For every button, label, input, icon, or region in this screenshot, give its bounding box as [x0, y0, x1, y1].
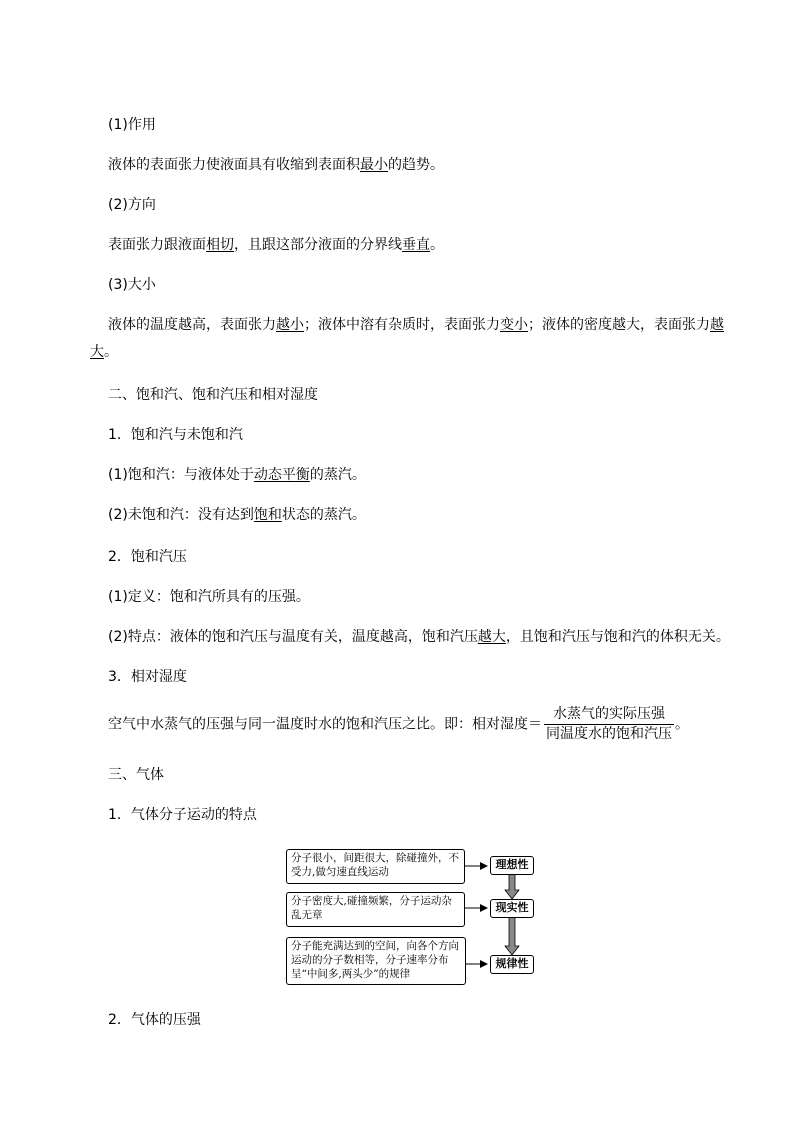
diagram-tag-real: 现实性 — [490, 899, 534, 918]
text: ；液体中溶有杂质时，表面张力 — [304, 317, 500, 333]
answer-blank: 越小 — [276, 317, 304, 333]
paragraph-relative-humidity — [108, 706, 689, 743]
arrow-down — [505, 916, 519, 955]
paragraph-magnitude-line2 — [90, 343, 118, 361]
diagram-box-ideal: 分子很小，间距很大，除碰撞外，不受力,做匀速直线运动 — [286, 849, 465, 884]
section-title: 二、饱和汽、饱和汽压和相对湿度 — [108, 387, 318, 403]
text: 状态的蒸汽。 — [281, 507, 366, 523]
paragraph-unsaturated-vapor — [108, 506, 366, 524]
heading-magnitude: (3)大小 — [108, 277, 156, 293]
arrow-down — [505, 874, 519, 899]
subsection-title: 2．饱和汽压 — [108, 549, 187, 565]
text: 液体的表面张力使液面具有收缩到表面积 — [108, 157, 360, 173]
paragraph-magnitude-line1 — [108, 316, 724, 334]
paragraph-definition: (1)定义：饱和汽所具有的压强。 — [108, 589, 310, 605]
answer-blank: 最小 — [360, 157, 388, 173]
diagram-box-regular: 分子能充满达到的空间，向各个方向运动的分子数相等，分子速率分布呈“中间多,两头少”的规律 — [286, 937, 466, 985]
diagram-box-real: 分子密度大,碰撞频繁，分子运动杂乱无章 — [286, 892, 465, 927]
answer-blank: 垂直 — [402, 237, 430, 253]
answer-blank: 大 — [90, 344, 104, 360]
heading-direction: (2)方向 — [108, 197, 156, 213]
text: 的蒸汽。 — [309, 467, 366, 483]
answer-blank: 饱和 — [253, 507, 282, 523]
answer-blank: 越大 — [477, 629, 506, 645]
subsection-title: 1．气体分子运动的特点 — [108, 807, 257, 823]
heading-effect: (1)作用 — [108, 117, 156, 133]
paragraph-saturated-vapor — [108, 466, 366, 484]
diagram-tag-regular: 规律性 — [490, 955, 534, 974]
subsection-title: 1．饱和汽与未饱和汽 — [108, 427, 243, 443]
answer-blank: 变小 — [500, 317, 528, 333]
text: 。 — [675, 716, 689, 733]
fraction-numerator: 水蒸气的实际压强 — [544, 706, 674, 725]
text: 表面张力跟液面 — [108, 237, 206, 253]
text: 。 — [104, 344, 118, 360]
section-title: 三、气体 — [108, 767, 164, 783]
subsection-title: 2．气体的压强 — [108, 1012, 201, 1028]
text: ；液体的密度越大，表面张力 — [528, 317, 710, 333]
gas-molecule-motion-diagram — [285, 846, 545, 988]
answer-blank: 动态平衡 — [253, 467, 310, 483]
text: (2)未饱和汽：没有达到 — [108, 507, 254, 523]
answer-blank: 越 — [710, 317, 724, 333]
text: 的趋势。 — [388, 157, 444, 173]
text: 液体的温度越高，表面张力 — [108, 317, 276, 333]
text: (2)特点：液体的饱和汽压与温度有关，温度越高，饱和汽压 — [108, 629, 478, 645]
text: ，且饱和汽压与饱和汽的体积无关。 — [505, 629, 730, 645]
fraction-denominator: 同温度水的饱和汽压 — [546, 726, 672, 742]
diagram-tag-ideal: 理想性 — [490, 856, 534, 875]
text: 空气中水蒸气的压强与同一温度时水的饱和汽压之比。即：相对湿度＝ — [108, 716, 542, 733]
paragraph-effect — [108, 156, 444, 174]
text: 。 — [430, 237, 444, 253]
answer-blank: 相切 — [206, 237, 234, 253]
subsection-title: 3．相对湿度 — [108, 669, 187, 685]
text: ，且跟这部分液面的分界线 — [234, 237, 402, 253]
text: (1)饱和汽：与液体处于 — [108, 467, 254, 483]
paragraph-direction — [108, 236, 444, 254]
paragraph-characteristics — [108, 628, 730, 646]
humidity-fraction — [544, 706, 674, 743]
